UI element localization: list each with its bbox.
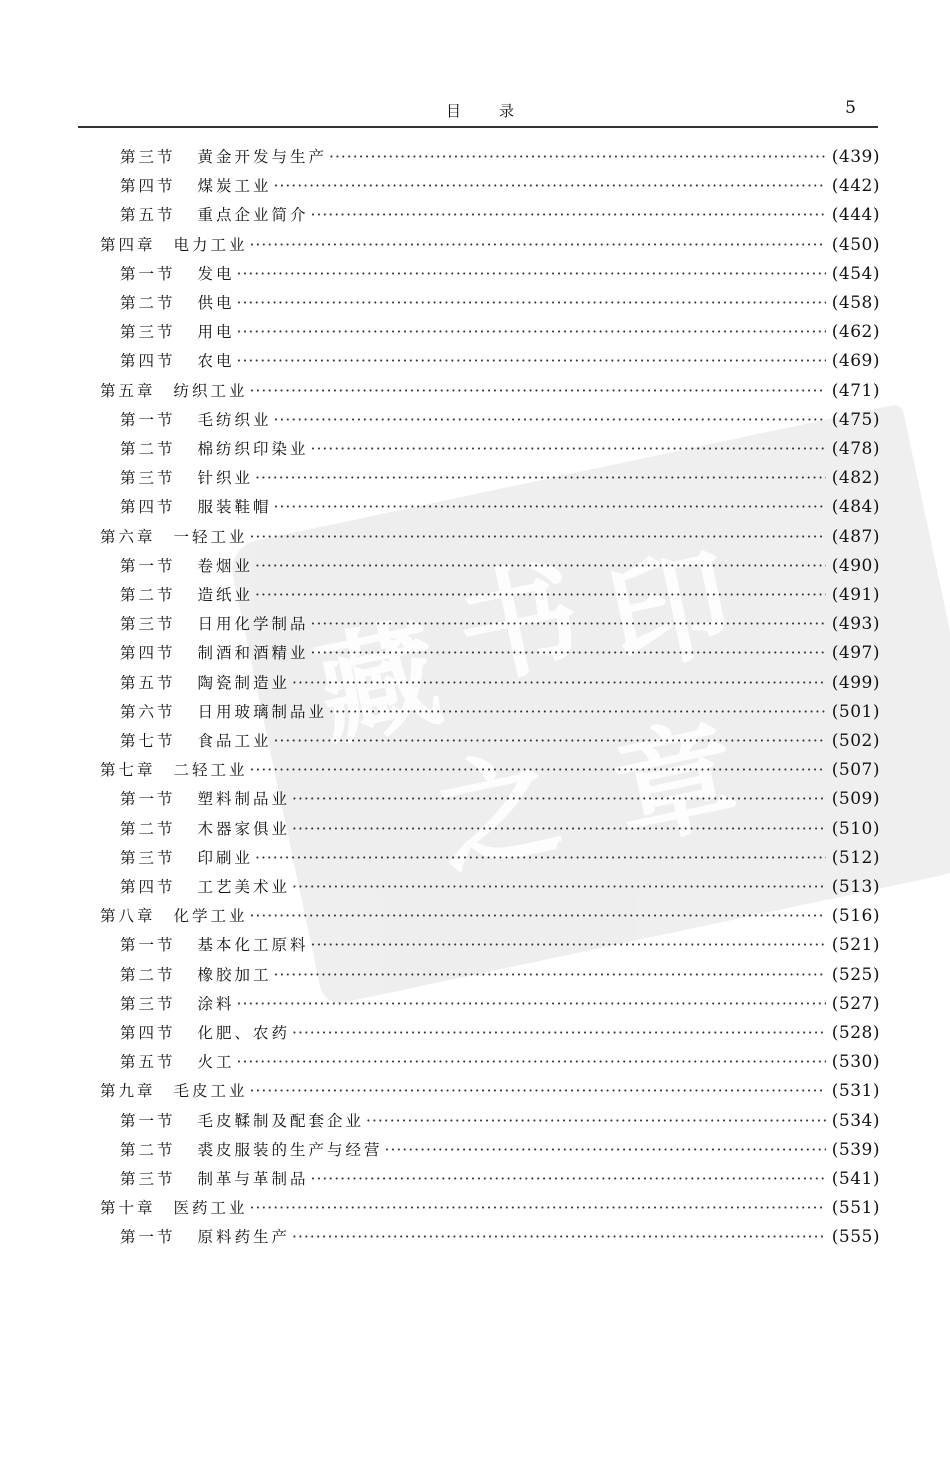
- toc-entry-page: (439): [831, 147, 880, 167]
- toc-entry-page: (475): [831, 409, 880, 430]
- page-number: 5: [845, 98, 856, 118]
- toc-entry-label: [120, 203, 309, 225]
- toc-entry-label: [120, 1167, 309, 1189]
- toc-entry-number: 第一节: [120, 790, 176, 809]
- toc-entry-page: (458): [831, 293, 880, 313]
- toc-entry-number: 第二节: [120, 965, 176, 984]
- dot-leader: [366, 1112, 826, 1130]
- toc-entry-page: (525): [831, 964, 880, 985]
- toc-section-row: [120, 437, 880, 461]
- toc-entry-title: 原料药生产: [197, 1228, 291, 1247]
- dot-leader: [311, 936, 826, 954]
- toc-entry-number: 第十章: [100, 1199, 156, 1218]
- toc-entry-number: 第四节: [120, 498, 176, 517]
- toc-entry-label: [100, 758, 248, 780]
- toc-section-row: [120, 203, 880, 227]
- toc-entry-number: 第三节: [120, 994, 176, 1013]
- toc-entry-title: 纺织工业: [173, 381, 248, 400]
- dot-leader: [274, 411, 826, 429]
- toc-entry-page: (450): [831, 234, 880, 255]
- toc-entry-title: 化肥、农药: [197, 1024, 291, 1042]
- dot-leader: [311, 440, 826, 458]
- toc-entry-number: 第七节: [120, 732, 176, 750]
- toc-section-row: [120, 992, 880, 1016]
- toc-section-row: [120, 641, 880, 665]
- library-stamp-watermark: 藏 书 印 之 章: [227, 403, 950, 1006]
- toc-entry-title: 裘皮服装的生产与经营: [197, 1140, 383, 1159]
- dot-leader: [274, 177, 826, 195]
- toc-section-row: [120, 671, 880, 695]
- toc-entry-number: 第五节: [120, 1053, 176, 1072]
- toc-entry-title: 毛皮鞣制及配套企业: [197, 1111, 365, 1130]
- toc-entry-number: 第八章: [100, 907, 156, 926]
- toc-entry-label: [100, 904, 248, 926]
- toc-entry-number: 第六节: [120, 702, 176, 721]
- toc-entry-number: 第一节: [120, 410, 176, 429]
- toc-entry-number: 第四节: [120, 177, 176, 196]
- toc-chapter-row: [100, 904, 880, 928]
- toc-entry-number: 第二节: [120, 294, 176, 312]
- toc-entry-page: (478): [831, 439, 880, 459]
- toc-entry-label: [120, 612, 309, 634]
- toc-entry-page: (490): [831, 555, 880, 576]
- dot-leader: [274, 498, 826, 516]
- dot-leader: [237, 1053, 826, 1071]
- toc-entry-title: 陶瓷制造业: [197, 673, 291, 692]
- toc-entry-title: 日用化学制品: [197, 615, 309, 634]
- page-header: [78, 96, 878, 126]
- toc-entry-number: 第一节: [120, 1111, 176, 1130]
- dot-leader: [250, 907, 826, 925]
- toc-entry-page: (497): [831, 643, 880, 664]
- dot-leader: [250, 1199, 826, 1217]
- toc-entry-title: 针织业: [197, 469, 254, 488]
- toc-section-row: [120, 583, 880, 607]
- toc-section-row: [120, 1167, 880, 1191]
- toc-entry-page: (530): [831, 1052, 880, 1073]
- toc-entry-label: [120, 1109, 364, 1131]
- toc-section-row: [120, 817, 880, 841]
- toc-entry-label: [120, 437, 309, 459]
- toc-entry-label: [120, 262, 235, 284]
- dot-leader: [237, 294, 826, 312]
- toc-entry-page: (534): [831, 1110, 880, 1131]
- toc-entry-page: (471): [831, 380, 880, 401]
- dot-leader: [255, 586, 826, 604]
- dot-leader: [311, 1170, 826, 1188]
- toc-chapter-row: [100, 1079, 880, 1103]
- dot-leader: [250, 761, 826, 779]
- toc-entry-title: 一轻工业: [173, 527, 248, 546]
- toc-entry-page: (501): [831, 701, 880, 722]
- dot-leader: [255, 849, 826, 867]
- dot-leader: [250, 236, 826, 254]
- toc-entry-number: 第六章: [100, 527, 156, 546]
- toc-entry-label: [120, 349, 235, 371]
- toc-entry-page: (512): [831, 847, 880, 868]
- toc-entry-number: 第九章: [100, 1082, 156, 1101]
- toc-entry-number: 第三节: [120, 848, 176, 867]
- toc-section-row: [120, 145, 880, 169]
- toc-entry-label: [100, 1196, 248, 1218]
- toc-entry-page: (528): [831, 1023, 880, 1043]
- toc-entry-title: 用电: [197, 323, 235, 342]
- toc-entry-page: (502): [831, 731, 880, 751]
- dot-leader: [329, 148, 826, 166]
- toc-section-row: [120, 846, 880, 870]
- toc-entry-title: 毛皮工业: [173, 1082, 248, 1101]
- toc-section-row: [120, 1109, 880, 1133]
- toc-entry-page: (442): [831, 176, 880, 197]
- toc-section-row: [120, 1021, 880, 1045]
- toc-entry-title: 印刷业: [197, 848, 254, 867]
- toc-entry-page: (510): [831, 818, 880, 839]
- dot-leader: [311, 206, 826, 224]
- toc-section-row: [120, 963, 880, 987]
- toc-entry-number: 第五节: [120, 673, 176, 692]
- toc-entry-page: (444): [831, 205, 880, 226]
- toc-entry-title: 农电: [197, 352, 235, 371]
- toc-entry-label: [120, 408, 272, 430]
- toc-entry-title: 重点企业简介: [197, 206, 309, 225]
- toc-entry-label: [100, 233, 248, 255]
- toc-entry-label: [120, 700, 327, 722]
- dot-leader: [311, 615, 826, 633]
- toc-entry-number: 第一节: [120, 264, 176, 283]
- toc-entry-title: 橡胶加工: [197, 965, 272, 984]
- dot-leader: [255, 557, 826, 575]
- toc-entry-number: 第四节: [120, 352, 176, 371]
- toc-entry-number: 第五章: [100, 381, 156, 400]
- toc-entry-number: 第一节: [120, 1228, 176, 1247]
- toc-entry-number: 第四节: [120, 644, 176, 663]
- toc-entry-label: [120, 583, 253, 605]
- dot-leader: [292, 820, 826, 838]
- toc-entry-title: 木器家俱业: [197, 819, 291, 838]
- toc-entry-label: [120, 145, 327, 167]
- toc-entry-title: 塑料制品业: [197, 790, 291, 809]
- toc-entry-number: 第四节: [120, 878, 176, 896]
- toc-section-row: [120, 349, 880, 373]
- toc-section-row: [120, 1050, 880, 1074]
- dot-leader: [237, 352, 826, 370]
- toc-entry-label: [120, 846, 253, 868]
- toc-entry-number: 第五节: [120, 206, 176, 225]
- toc-entry-number: 第三节: [120, 469, 176, 488]
- toc-entry-page: (493): [831, 614, 880, 635]
- toc-entry-title: 制革与革制品: [197, 1170, 309, 1188]
- toc-entry-title: 医药工业: [173, 1199, 248, 1218]
- toc-entry-title: 发电: [197, 264, 235, 283]
- toc-entry-label: [120, 933, 309, 955]
- toc-section-row: [120, 554, 880, 578]
- toc-section-row: [120, 1138, 880, 1162]
- toc-entry-label: [120, 787, 290, 809]
- toc-entry-label: [120, 1138, 383, 1160]
- toc-chapter-row: [100, 758, 880, 782]
- toc-entry-page: (469): [831, 351, 880, 372]
- toc-entry-title: 造纸业: [197, 586, 254, 604]
- toc-entry-label: [120, 1225, 290, 1247]
- toc-entry-title: 电力工业: [173, 235, 248, 254]
- toc-entry-page: (521): [831, 935, 880, 956]
- toc-entry-page: (491): [831, 585, 880, 605]
- toc-entry-title: 制酒和酒精业: [197, 644, 309, 663]
- toc-entry-page: (462): [831, 322, 880, 343]
- toc-entry-page: (499): [831, 672, 880, 693]
- dot-leader: [292, 674, 826, 692]
- toc-entry-page: (541): [831, 1169, 880, 1189]
- dot-leader: [292, 878, 826, 896]
- toc-entry-label: [120, 320, 235, 342]
- toc-entry-title: 棉纺织印染业: [197, 440, 309, 458]
- toc-section-row: [120, 612, 880, 636]
- toc-entry-number: 第三节: [120, 1170, 176, 1188]
- toc-entry-title: 服装鞋帽: [197, 498, 272, 517]
- dot-leader: [255, 469, 826, 487]
- toc-entry-page: (516): [831, 906, 880, 927]
- toc-entry-page: (484): [831, 497, 880, 518]
- toc-entry-label: [120, 963, 272, 985]
- toc-entry-page: (555): [831, 1227, 880, 1248]
- toc-entry-page: (507): [831, 760, 880, 781]
- toc-entry-title: 涂料: [197, 994, 235, 1013]
- toc-entry-title: 毛纺织业: [197, 410, 272, 429]
- toc-entry-number: 第二节: [120, 440, 176, 458]
- header-rule: [78, 126, 878, 128]
- toc-entry-number: 第三节: [120, 148, 176, 166]
- toc-entry-label: [120, 1050, 235, 1072]
- toc-entry-label: [120, 875, 290, 897]
- toc-entry-page: (482): [831, 468, 880, 489]
- toc-entry-label: [120, 174, 272, 196]
- toc-entry-label: [120, 1021, 290, 1043]
- toc-entry-label: [120, 554, 253, 576]
- dot-leader: [274, 966, 826, 984]
- toc-entry-number: 第二节: [120, 819, 176, 838]
- toc-entry-label: [100, 1079, 248, 1101]
- toc-entry-label: [120, 992, 235, 1014]
- toc-section-row: [120, 787, 880, 811]
- toc-section-row: [120, 466, 880, 490]
- toc-entry-page: (509): [831, 789, 880, 810]
- toc-entry-page: (527): [831, 993, 880, 1014]
- toc-entry-page: (551): [831, 1198, 880, 1219]
- toc-entry-number: 第三节: [120, 615, 176, 634]
- toc-entry-title: 火工: [197, 1053, 235, 1072]
- dot-leader: [292, 1228, 826, 1246]
- toc-chapter-row: [100, 379, 880, 403]
- dot-leader: [329, 703, 826, 721]
- toc-entry-number: 第一节: [120, 556, 176, 575]
- dot-leader: [274, 732, 826, 750]
- toc-entry-page: (539): [831, 1139, 880, 1160]
- toc-section-row: [120, 729, 880, 753]
- toc-entry-title: 卷烟业: [197, 556, 254, 575]
- dot-leader: [385, 1141, 826, 1159]
- toc-entry-number: 第七章: [100, 761, 156, 780]
- toc-section-row: [120, 1225, 880, 1249]
- dot-leader: [292, 790, 826, 808]
- toc-chapter-row: [100, 525, 880, 549]
- toc-entry-page: (454): [831, 263, 880, 284]
- dot-leader: [237, 995, 826, 1013]
- toc-entry-title: 供电: [197, 294, 235, 312]
- toc-entry-title: 黄金开发与生产: [197, 148, 328, 166]
- toc-section-row: [120, 408, 880, 432]
- toc-entry-number: 第二节: [120, 586, 176, 604]
- toc-section-row: [120, 291, 880, 315]
- toc-entry-page: (513): [831, 877, 880, 897]
- toc-entry-title: 食品工业: [197, 732, 272, 750]
- toc-section-row: [120, 700, 880, 724]
- toc-entry-page: (531): [831, 1081, 880, 1102]
- dot-leader: [237, 323, 826, 341]
- toc-chapter-row: [100, 233, 880, 257]
- toc-entry-page: (487): [831, 526, 880, 547]
- toc-entry-title: 化学工业: [173, 907, 248, 926]
- toc-entry-title: 二轻工业: [173, 761, 248, 780]
- toc-entry-title: 日用玻璃制品业: [197, 702, 328, 721]
- toc-section-row: [120, 262, 880, 286]
- toc-section-row: [120, 174, 880, 198]
- toc-entry-label: [120, 466, 253, 488]
- dot-leader: [250, 1082, 826, 1100]
- toc-section-row: [120, 320, 880, 344]
- dot-leader: [250, 528, 826, 546]
- toc-entry-title: 工艺美术业: [197, 878, 291, 896]
- toc-chapter-row: [100, 1196, 880, 1220]
- toc-entry-number: 第二节: [120, 1140, 176, 1159]
- dot-leader: [311, 644, 826, 662]
- toc-entry-number: 第一节: [120, 936, 176, 955]
- toc-entry-number: 第三节: [120, 323, 176, 342]
- toc-entry-label: [120, 641, 309, 663]
- toc-entry-title: 基本化工原料: [197, 936, 309, 955]
- dot-leader: [292, 1024, 826, 1042]
- toc-entry-label: [100, 525, 248, 547]
- toc-entry-label: [120, 495, 272, 517]
- page-title: 目录: [446, 102, 553, 120]
- toc-section-row: [120, 875, 880, 899]
- toc-entry-number: 第四章: [100, 235, 156, 254]
- toc-entry-number: 第四节: [120, 1024, 176, 1042]
- toc-entry-label: [120, 817, 290, 839]
- dot-leader: [250, 382, 826, 400]
- toc-entry-label: [100, 379, 248, 401]
- toc-entry-title: 煤炭工业: [197, 177, 272, 196]
- toc-section-row: [120, 933, 880, 957]
- toc-entry-label: [120, 671, 290, 693]
- toc-section-row: [120, 495, 880, 519]
- toc-entry-label: [120, 291, 235, 313]
- toc-entry-label: [120, 729, 272, 751]
- dot-leader: [237, 265, 826, 283]
